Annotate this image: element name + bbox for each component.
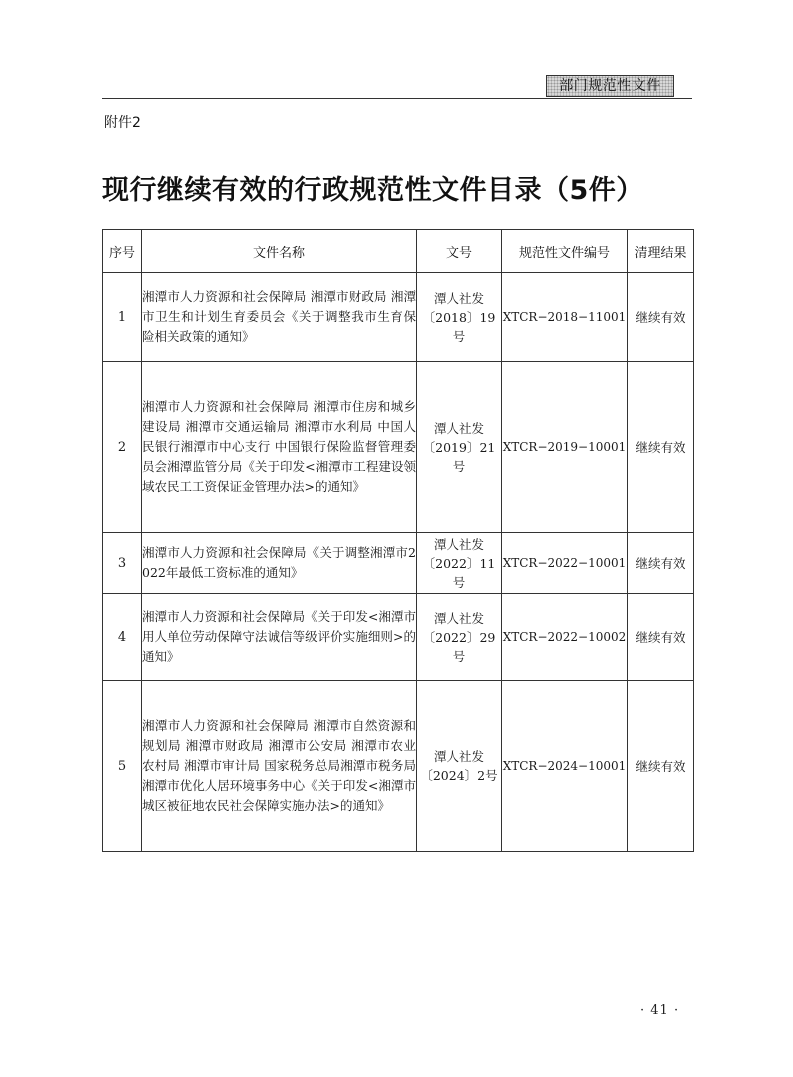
doc-number-serial: 〔2018〕19号 <box>422 309 496 344</box>
table-row <box>103 273 694 362</box>
doc-number-serial: 〔2019〕21号 <box>422 439 496 474</box>
row-result: 继续有效 <box>628 594 694 681</box>
row-index: 2 <box>103 362 142 533</box>
row-normative-code: XTCR−2024−10001 <box>502 681 628 852</box>
doc-number-issuer: 潭人社发 <box>433 536 484 552</box>
row-doc-number <box>417 533 502 594</box>
table-header-row <box>103 230 694 273</box>
row-file-name: 湘潭市人力资源和社会保障局 湘潭市财政局 湘潭市卫生和计划生育委员会《关于调整我市生育保险相关政策的通知》 <box>142 273 417 362</box>
column-header-doc-no: 文号 <box>417 230 502 273</box>
column-header-code: 规范性文件编号 <box>502 230 628 273</box>
doc-number-issuer: 潭人社发 <box>433 290 484 306</box>
row-normative-code: XTCR−2018−11001 <box>502 273 628 362</box>
doc-number-issuer: 潭人社发 <box>433 749 484 764</box>
table-row <box>103 362 694 533</box>
column-header-name: 文件名称 <box>142 230 417 273</box>
header-divider <box>102 98 692 99</box>
row-doc-number <box>417 681 502 852</box>
row-doc-number <box>417 362 502 533</box>
row-index: 4 <box>103 594 142 681</box>
doc-number-serial: 〔2022〕29号 <box>422 629 496 664</box>
row-file-name: 湘潭市人力资源和社会保障局《关于印发<湘潭市用人单位劳动保障守法诚信等级评价实施细则>的通知》 <box>142 594 417 681</box>
doc-number-serial: 〔2024〕2号 <box>420 768 498 783</box>
table-row <box>103 533 694 594</box>
row-file-name: 湘潭市人力资源和社会保障局 湘潭市自然资源和规划局 湘潭市财政局 湘潭市公安局 湘潭市农业农村局 湘潭市审计局 国家税务总局湘潭市税务局 湘潭市优化人居环境事务中心《关于印发<湘潭市城区被征地农民社会保障实施办法>的通知》 <box>142 681 417 852</box>
row-result: 继续有效 <box>628 362 694 533</box>
row-file-name: 湘潭市人力资源和社会保障局《关于调整湘潭市2022年最低工资标准的通知》 <box>142 533 417 594</box>
row-normative-code: XTCR−2022−10002 <box>502 594 628 681</box>
row-result: 继续有效 <box>628 533 694 594</box>
attachment-label: 附件2 <box>104 115 141 131</box>
doc-number-issuer: 潭人社发 <box>433 420 484 436</box>
section-badge: 部门规范性文件 <box>546 75 674 97</box>
doc-number-issuer: 潭人社发 <box>433 610 484 626</box>
row-file-name: 湘潭市人力资源和社会保障局 湘潭市住房和城乡建设局 湘潭市交通运输局 湘潭市水利局 中国人民银行湘潭市中心支行 中国银行保险监督管理委员会湘潭监管分局《关于印发<湘潭市工程建设领域农民工工资保证金管理办法>的通知》 <box>142 362 417 533</box>
doc-number-serial: 〔2022〕11号 <box>422 555 496 590</box>
column-header-index: 序号 <box>103 230 142 273</box>
row-doc-number <box>417 594 502 681</box>
row-index: 3 <box>103 533 142 594</box>
document-catalog-table <box>102 229 694 852</box>
page-number: · 41 · <box>640 1003 680 1018</box>
row-normative-code: XTCR−2019−10001 <box>502 362 628 533</box>
table-row <box>103 594 694 681</box>
row-doc-number <box>417 273 502 362</box>
table-row <box>103 681 694 852</box>
row-index: 1 <box>103 273 142 362</box>
row-result: 继续有效 <box>628 273 694 362</box>
page-title: 现行继续有效的行政规范性文件目录（5件） <box>102 175 644 206</box>
row-result: 继续有效 <box>628 681 694 852</box>
row-normative-code: XTCR−2022−10001 <box>502 533 628 594</box>
row-index: 5 <box>103 681 142 852</box>
column-header-result: 清理结果 <box>628 230 694 273</box>
